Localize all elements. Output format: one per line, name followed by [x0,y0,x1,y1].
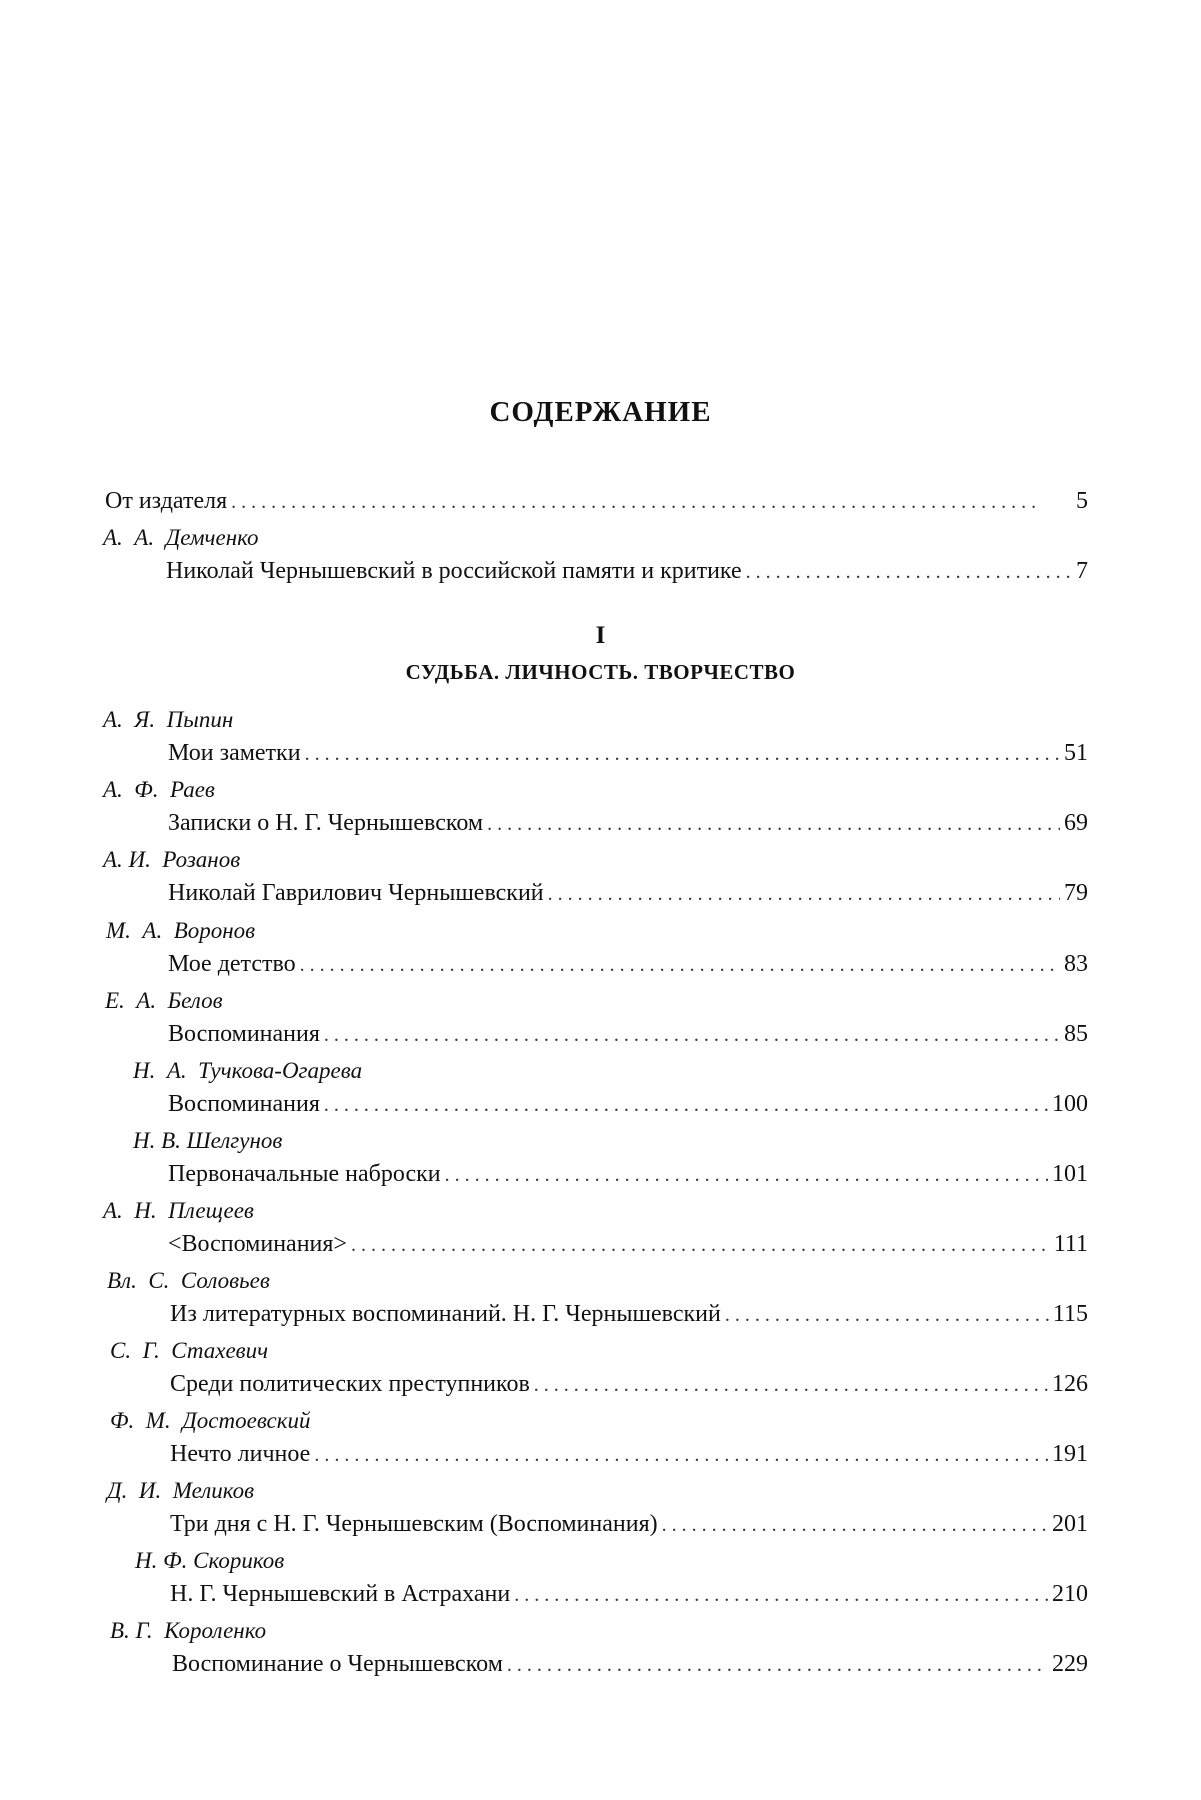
entry-title: Мое детство [168,951,296,977]
page-number: 79 [1064,880,1088,906]
entry-author: Ф. М. Достоевский [110,1408,311,1433]
page-number: 85 [1064,1021,1088,1047]
toc-line[interactable] [170,1439,1088,1469]
page-number: 126 [1052,1371,1088,1397]
entry-title: Среди политических преступников [170,1371,530,1397]
dot-leader [300,950,1060,980]
entry-author: А. И. Розанов [103,847,241,872]
entry-author: Н. В. Шелгунов [133,1128,283,1153]
entry-author: Вл. С. Соловьев [107,1268,270,1293]
entry-title: Воспоминания [168,1091,320,1117]
page-number: 210 [1052,1581,1088,1607]
toc-line[interactable] [168,808,1088,838]
entry-author: А. Н. Плещеев [103,1198,254,1223]
dot-leader [324,1090,1048,1120]
entry-title: Воспоминание о Чернышевском [172,1651,503,1677]
dot-leader [507,1650,1048,1680]
section-number: I [595,622,606,649]
toc-line[interactable] [168,1229,1088,1259]
dot-leader [534,1370,1048,1400]
page-number: 69 [1064,810,1088,836]
dot-leader [487,809,1060,839]
page-title: СОДЕРЖАНИЕ [489,396,712,428]
entry-author: А. А. Демченко [103,525,259,550]
toc-line[interactable] [168,738,1088,768]
page-number: 51 [1064,740,1088,766]
page-number: 101 [1052,1161,1088,1187]
toc-line[interactable] [172,1649,1088,1679]
entry-author: Е. А. Белов [105,988,223,1013]
entry-author: А. Я. Пыпин [103,707,234,732]
page-number: 100 [1052,1091,1088,1117]
toc-line[interactable] [170,1509,1088,1539]
toc-line[interactable] [168,949,1088,979]
toc-line[interactable] [168,1089,1088,1119]
dot-leader [662,1510,1048,1540]
dot-leader [725,1300,1049,1330]
dot-leader [351,1230,1050,1260]
page-number: 83 [1064,951,1088,977]
toc-line[interactable] [170,1299,1088,1329]
dot-leader [314,1440,1048,1470]
entry-title: Воспоминания [168,1021,320,1047]
entry-title: Из литературных воспоминаний. Н. Г. Чернышевский [170,1301,721,1327]
entry-title: Мои заметки [168,740,301,766]
toc-line[interactable] [170,1579,1088,1609]
dot-leader [548,879,1060,909]
dot-leader [305,739,1060,769]
toc-line[interactable] [166,556,1088,586]
page-number: 115 [1052,1301,1088,1327]
entry-author: Н. Ф. Скориков [135,1548,285,1573]
entry-title: <Воспоминания> [168,1231,347,1257]
entry-title: Три дня с Н. Г. Чернышевским (Воспоминания) [170,1511,658,1537]
dot-leader [445,1160,1048,1190]
section-title: СУДЬБА. ЛИЧНОСТЬ. ТВОРЧЕСТВО [405,660,796,684]
entry-title: Нечто личное [170,1441,311,1467]
page-number: 229 [1052,1651,1088,1677]
page-number: 201 [1052,1511,1088,1537]
entry-title: Записки о Н. Г. Чернышевском [168,810,484,836]
entry-title: Николай Чернышевский в российской памяти и критике [166,558,742,584]
dot-leader [514,1580,1048,1610]
dot-leader [231,487,1072,517]
entry-title: Николай Гаврилович Чернышевский [168,880,544,906]
toc-line[interactable] [170,1369,1088,1399]
toc-line[interactable] [168,1159,1088,1189]
entry-title: Первоначальные наброски [168,1161,441,1187]
entry-author: Д. И. Меликов [107,1478,255,1503]
page-number: 5 [1076,488,1088,514]
dot-leader [324,1020,1060,1050]
entry-author: В. Г. Короленко [110,1618,267,1643]
entry-author: М. А. Воронов [106,918,256,943]
toc-line[interactable] [168,1019,1088,1049]
toc-line[interactable] [168,878,1088,908]
toc-line[interactable] [105,486,1088,516]
entry-author: Н. А. Тучкова-Огарева [133,1058,363,1083]
entry-title: От издателя [105,488,228,514]
dot-leader [746,557,1072,587]
entry-title: Н. Г. Чернышевский в Астрахани [170,1581,511,1607]
entry-author: С. Г. Стахевич [110,1338,269,1363]
page-number: 111 [1053,1231,1088,1257]
page-number: 7 [1076,558,1088,584]
page-number: 191 [1052,1441,1088,1467]
entry-author: А. Ф. Раев [103,777,215,802]
